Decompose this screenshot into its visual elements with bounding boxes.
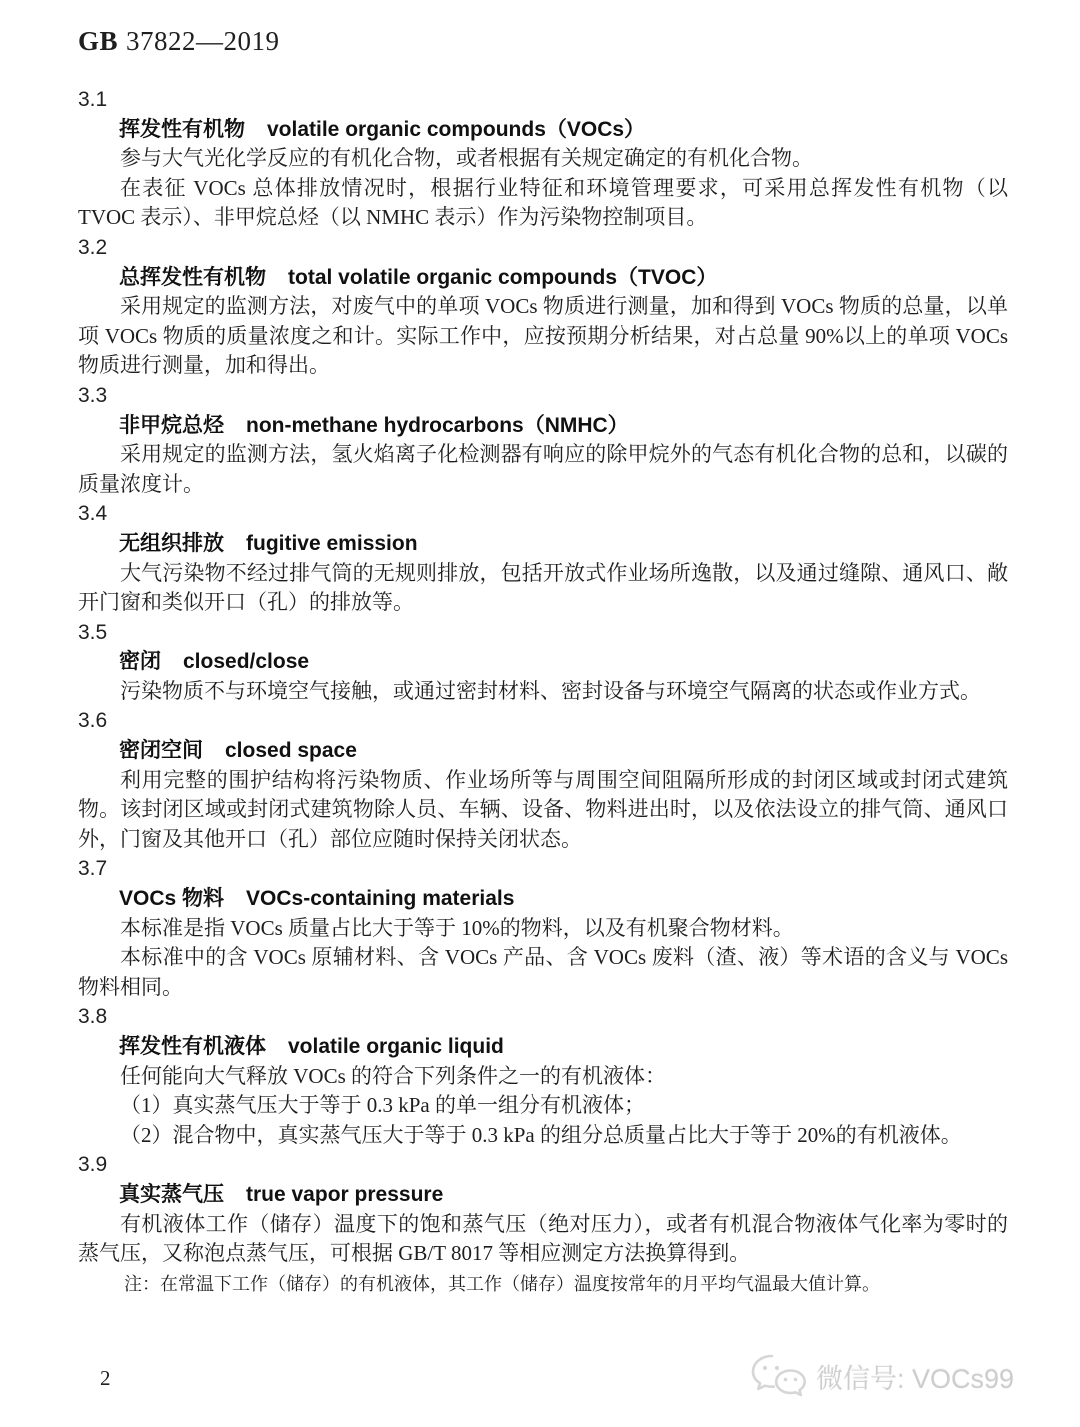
term-english: fugitive emission: [246, 531, 418, 555]
term-english: closed space: [225, 739, 357, 763]
term-english: true vapor pressure: [246, 1182, 444, 1206]
term-chinese: 挥发性有机物: [119, 117, 245, 141]
section-heading: [78, 411, 1008, 441]
section-number: 3.8: [78, 1005, 108, 1029]
watermark-text: 微信号: VOCs99: [815, 1363, 1014, 1394]
document-body: [78, 85, 1008, 1299]
definition-paragraph: 参与大气光化学反应的有机化合物，或者根据有关规定确定的有机化合物。: [120, 146, 813, 171]
list-item-paragraph: （1）真实蒸气压大于等于 0.3 kPa 的单一组分有机液体；: [120, 1093, 645, 1118]
definition-paragraph: 任何能向大气释放 VOCs 的符合下列条件之一的有机液体：: [120, 1063, 667, 1088]
section-3-6: [78, 706, 1008, 854]
term-english: VOCs-containing materials: [246, 887, 515, 911]
section-3-2: [78, 233, 1008, 381]
section-number: 3.4: [78, 502, 108, 526]
section-3-3: [78, 381, 1008, 499]
definition-paragraph: 采用规定的监测方法，氢火焰离子化检测器有响应的除甲烷外的气态有机化合物的总和，以碳的质量浓度计。: [78, 442, 1008, 496]
section-number: 3.3: [78, 383, 108, 407]
definition-paragraph: 在表征 VOCs 总体排放情况时，根据行业特征和环境管理要求，可采用总挥发性有机物（以 TVOC 表示）、非甲烷总烃（以 NMHC 表示）作为污染物控制项目。: [78, 175, 1008, 230]
definition-paragraph: 利用完整的围护结构将污染物质、作业场所等与周围空间阻隔所形成的封闭区域或封闭式建筑物。该封闭区域或封闭式建筑物除人员、车辆、设备、物料进出时，以及依法设立的排气筒、通风口外，门窗及其他开口（孔）部位应随时保持关闭状态。: [78, 767, 1008, 851]
term-chinese: 密闭: [119, 650, 161, 674]
watermark: [750, 1353, 1014, 1399]
definition-paragraph: 污染物质不与环境空气接触，或通过密封材料、密封设备与环境空气隔离的状态或作业方式。: [120, 678, 981, 703]
section-number: 3.7: [78, 857, 108, 881]
section-heading: [78, 884, 1008, 914]
section-3-1: [78, 85, 1008, 233]
term-english: volatile organic compounds（VOCs）: [267, 117, 646, 141]
section-3-8: [78, 1002, 1008, 1150]
section-3-4: [78, 499, 1008, 617]
list-item-paragraph: （2）混合物中，真实蒸气压大于等于 0.3 kPa 的组分总质量占比大于等于 20%的有机液体。: [120, 1122, 962, 1147]
section-heading: [78, 736, 1008, 766]
definition-paragraph: 本标准是指 VOCs 质量占比大于等于 10%的物料，以及有机聚合物材料。: [120, 915, 794, 940]
term-english: volatile organic liquid: [288, 1035, 504, 1058]
definition-paragraph: 大气污染物不经过排气筒的无规则排放，包括开放式作业场所逸散，以及通过缝隙、通风口、敞开门窗和类似开口（孔）的排放等。: [78, 560, 1008, 615]
section-heading: [78, 263, 1008, 293]
definition-paragraph: 采用规定的监测方法，对废气中的单项 VOCs 物质进行测量，加和得到 VOCs 物质的总量，以单项 VOCs 物质的质量浓度之和计。实际工作中，应按预期分析结果，对占总量 90%以上的单项 VOCs 物质进行测量，加和得出。: [78, 294, 1008, 378]
term-chinese: 真实蒸气压: [119, 1182, 224, 1206]
term-english: total volatile organic compounds（TVOC）: [288, 265, 718, 289]
term-english: non-methane hydrocarbons（NMHC）: [246, 413, 629, 437]
term-chinese: 无组织排放: [119, 531, 224, 555]
section-number: 3.9: [78, 1153, 108, 1177]
standard-code-header: [78, 26, 1008, 57]
term-chinese: 挥发性有机液体: [119, 1035, 266, 1058]
section-3-9: [78, 1150, 1008, 1298]
page-number: 2: [100, 1366, 111, 1390]
definition-paragraph: 本标准中的含 VOCs 原辅材料、含 VOCs 产品、含 VOCs 废料（渣、液）等术语的含义与 VOCs 物料相同。: [78, 945, 1008, 999]
section-heading: [78, 1032, 1008, 1062]
definition-paragraph: 有机液体工作（储存）温度下的饱和蒸气压（绝对压力），或者有机混合物液体气化率为零时的蒸气压，又称泡点蒸气压，可根据 GB/T 8017 等相应测定方法换算得到。: [78, 1211, 1008, 1266]
standard-code-prefix: GB: [78, 26, 119, 56]
term-chinese: 密闭空间: [119, 739, 203, 763]
section-heading: [78, 115, 1008, 145]
section-3-5: [78, 618, 1008, 707]
section-heading: [78, 529, 1008, 559]
wechat-icon: [750, 1353, 806, 1399]
term-chinese: 非甲烷总烃: [119, 413, 224, 437]
term-chinese: 总挥发性有机物: [119, 265, 266, 289]
section-number: 3.2: [78, 235, 108, 259]
section-number: 3.5: [78, 620, 108, 644]
note-paragraph: 注：在常温下工作（储存）的有机液体，其工作（储存）温度按常年的月平均气温最大值计算。: [124, 1273, 880, 1294]
section-number: 3.6: [78, 709, 108, 733]
term-english: closed/close: [183, 650, 310, 674]
section-3-7: [78, 854, 1008, 1002]
standard-code-number: 37822—2019: [126, 26, 280, 56]
section-number: 3.1: [78, 88, 108, 111]
section-heading: [78, 1180, 1008, 1210]
section-heading: [78, 647, 1008, 677]
term-chinese: VOCs 物料: [119, 887, 225, 911]
